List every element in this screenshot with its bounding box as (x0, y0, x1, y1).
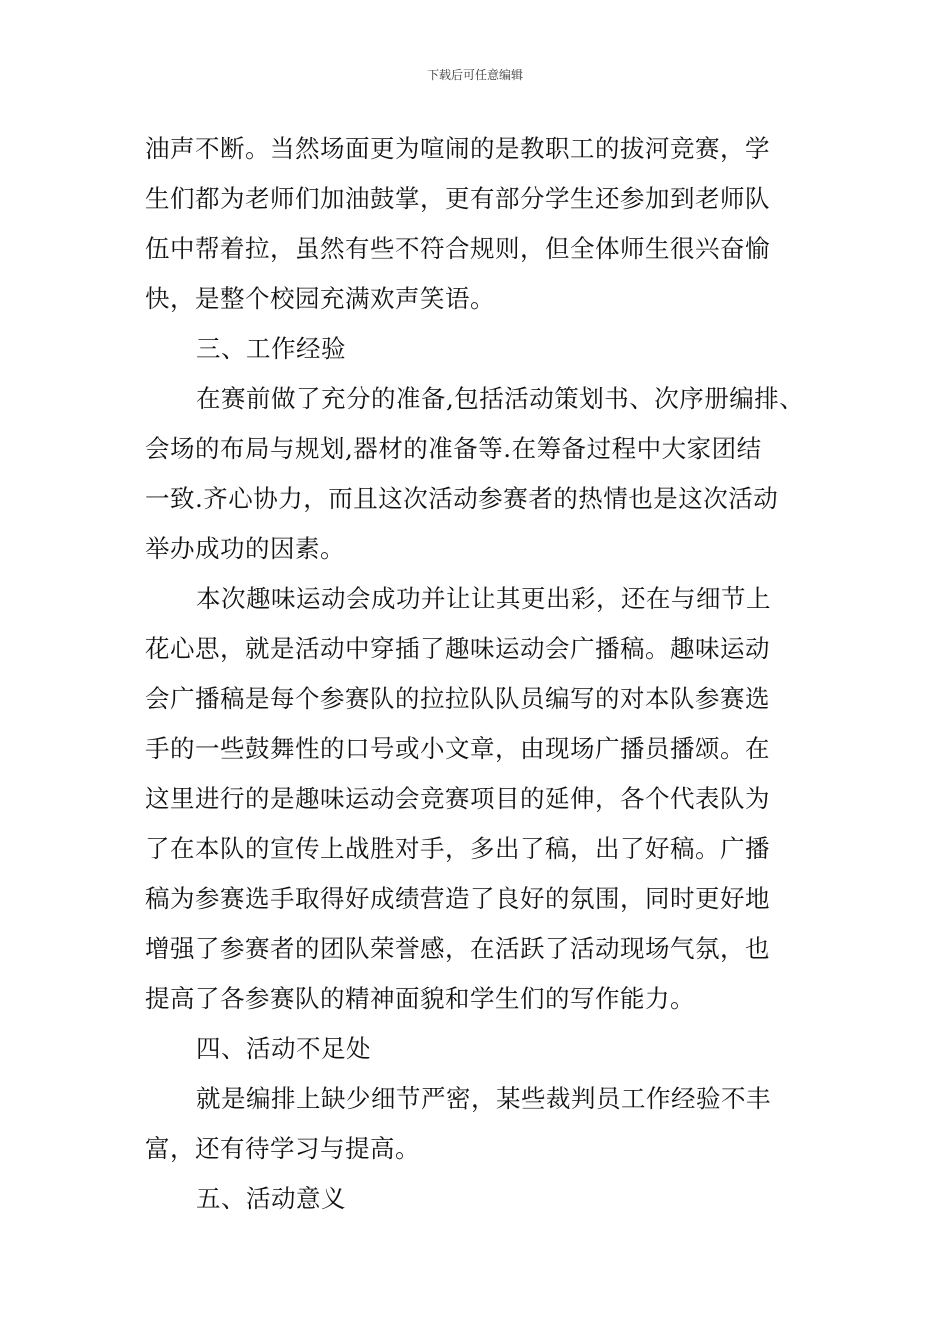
section-heading: 五、活动意义 (196, 1184, 346, 1213)
body-line: 举办成功的因素。 (145, 534, 345, 563)
section-heading: 四、活动不足处 (196, 1034, 371, 1063)
body-line: 会广播稿是每个参赛队的拉拉队队员编写的对本队参赛选 (145, 684, 770, 713)
body-line: 了在本队的宣传上战胜对手，多出了稿，出了好稿。广播 (145, 834, 770, 863)
body-line: 本次趣味运动会成功并让让其更出彩，还在与细节上 (196, 584, 771, 613)
body-line: 富，还有待学习与提高。 (145, 1134, 420, 1163)
body-line: 就是编排上缺少细节严密，某些裁判员工作经验不丰 (196, 1084, 771, 1113)
body-line: 稿为参赛选手取得好成绩营造了良好的氛围，同时更好地 (145, 884, 770, 913)
section-heading: 三、工作经验 (196, 334, 346, 363)
body-line: 会场的布局与规划,器材的准备等.在筹备过程中大家团结 (145, 434, 762, 463)
body-line: 快，是整个校园充满欢声笑语。 (145, 284, 495, 313)
body-line: 一致.齐心协力，而且这次活动参赛者的热情也是这次活动 (145, 484, 779, 513)
body-line: 提高了各参赛队的精神面貌和学生们的写作能力。 (145, 984, 695, 1013)
body-line: 伍中帮着拉，虽然有些不符合规则，但全体师生很兴奋愉 (145, 234, 770, 263)
page-header: 下载后可任意编辑 (426, 68, 523, 82)
body-line: 增强了参赛者的团队荣誉感，在活跃了活动现场气氛，也 (145, 934, 770, 963)
body-line: 在赛前做了充分的准备,包括活动策划书、次序册编排、 (196, 384, 805, 413)
body-line: 花心思，就是活动中穿插了趣味运动会广播稿。趣味运动 (145, 634, 770, 663)
body-line: 生们都为老师们加油鼓掌，更有部分学生还参加到老师队 (145, 184, 770, 213)
body-line: 油声不断。当然场面更为喧闹的是教职工的拔河竞赛，学 (145, 134, 770, 163)
body-line: 这里进行的是趣味运动会竞赛项目的延伸，各个代表队为 (145, 784, 770, 813)
body-line: 手的一些鼓舞性的口号或小文章，由现场广播员播颂。在 (145, 734, 770, 763)
